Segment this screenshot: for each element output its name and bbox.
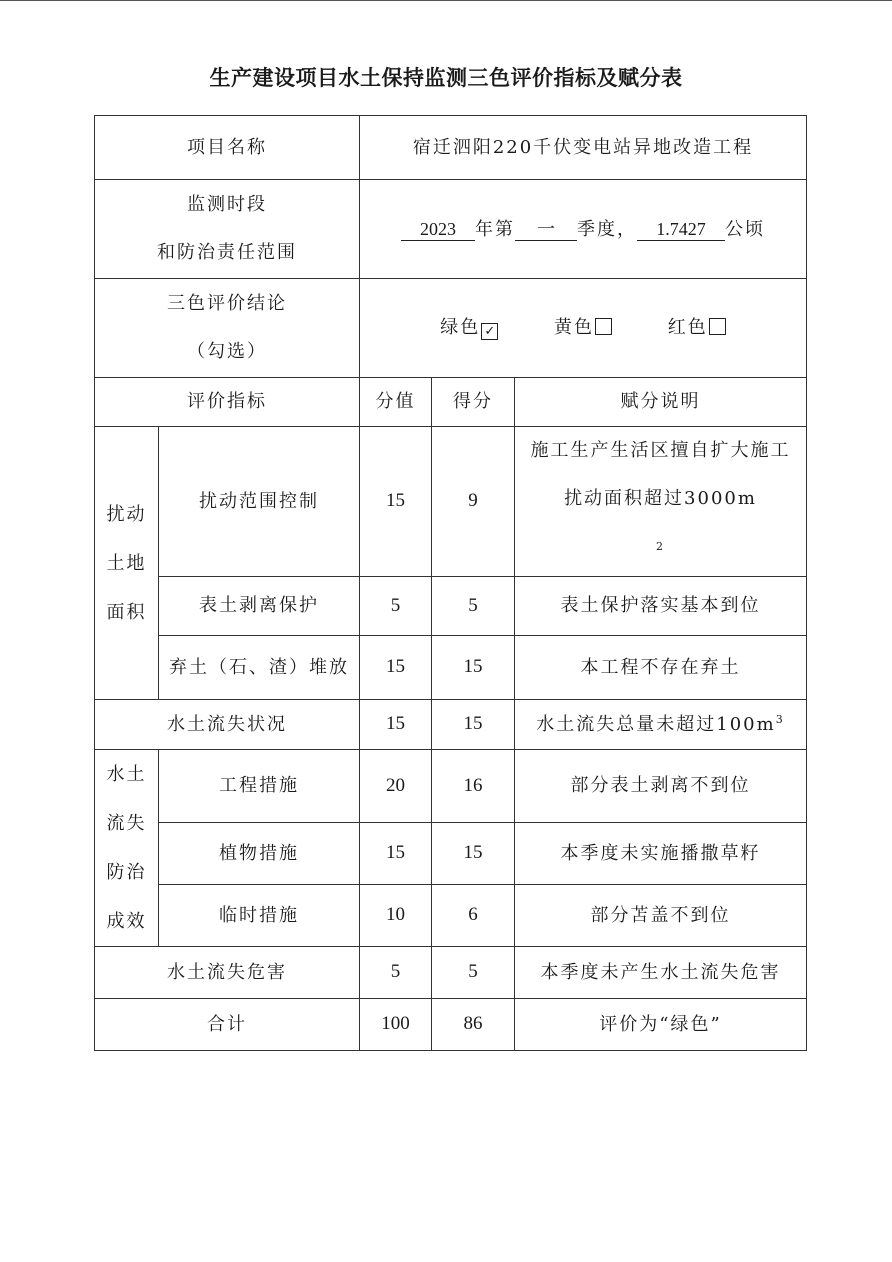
table-row	[95, 577, 807, 636]
score: 6	[432, 884, 515, 946]
empty-box-icon[interactable]	[595, 318, 612, 335]
project-label: 项目名称	[95, 116, 360, 180]
choice-yellow-label: 黄色	[554, 316, 594, 338]
indicator-name: 扰动范围控制	[159, 427, 360, 577]
total-description: 评价为“绿色”	[515, 999, 807, 1051]
header-indicator: 评价指标	[95, 378, 360, 427]
score-description	[515, 427, 807, 577]
table-row	[95, 427, 807, 577]
evaluation-table	[94, 115, 807, 1051]
description-line1: 施工生产生活区擅自扩大施工	[530, 440, 791, 461]
group1-label-line: 土地	[106, 552, 147, 574]
header-row	[95, 378, 807, 427]
period-quarter: 一	[515, 218, 577, 241]
conclusion-row	[95, 279, 807, 378]
period-value	[360, 180, 807, 279]
score-description: 部分苫盖不到位	[515, 884, 807, 946]
header-score: 得分	[432, 378, 515, 427]
indicator-name: 水土流失状况	[95, 700, 360, 750]
score-description: 本季度未实施播撒草籽	[515, 823, 807, 884]
full-score: 5	[360, 577, 432, 636]
period-label-line1: 监测时段	[187, 194, 267, 215]
group1-label-line: 面积	[106, 601, 147, 623]
group2-label-line: 水土	[106, 764, 147, 785]
period-year-suffix: 年第	[475, 218, 515, 240]
score: 9	[432, 427, 515, 577]
full-score: 15	[360, 823, 432, 884]
document-title: 生产建设项目水土保持监测三色评价指标及赋分表	[209, 66, 683, 90]
indicator-name: 水土流失危害	[95, 947, 360, 999]
period-label	[95, 180, 360, 279]
period-quarter-suffix: 季度，	[577, 218, 637, 240]
total-row	[95, 999, 807, 1051]
group2-label-line: 流失	[106, 813, 147, 834]
score-description: 表土保护落实基本到位	[515, 577, 807, 636]
empty-box-icon[interactable]	[709, 318, 726, 335]
choice-green[interactable]	[440, 317, 498, 340]
superscript: 2	[656, 540, 665, 553]
indicator-name: 临时措施	[159, 884, 360, 946]
group2-label-line: 防治	[106, 862, 147, 883]
indicator-name: 工程措施	[159, 750, 360, 823]
full-score: 15	[360, 636, 432, 700]
score-description	[515, 700, 807, 750]
group1-label-line: 扰动	[106, 503, 147, 525]
period-year: 2023	[401, 218, 475, 241]
score: 16	[432, 750, 515, 823]
choice-red[interactable]	[668, 317, 726, 339]
indicator-name: 植物措施	[159, 823, 360, 884]
table-row	[95, 947, 807, 999]
period-area-unit: 公顷	[725, 218, 765, 240]
score: 15	[432, 636, 515, 700]
choice-red-label: 红色	[667, 316, 708, 338]
description-line2-text: 扰动面积超过3000m	[564, 488, 757, 509]
group2-label-line: 成效	[106, 911, 147, 932]
header-full-score: 分值	[360, 378, 432, 427]
table-row	[95, 884, 807, 946]
group1-label	[95, 427, 159, 700]
table-row	[95, 700, 807, 750]
score-description: 本工程不存在弃土	[515, 636, 807, 700]
score: 15	[432, 823, 515, 884]
description-text: 水土流失总量未超过100m	[536, 714, 776, 736]
score: 5	[432, 577, 515, 636]
score-description: 部分表土剥离不到位	[515, 750, 807, 823]
period-label-line2: 和防治责任范围	[157, 242, 297, 263]
choice-yellow[interactable]	[554, 317, 612, 339]
superscript: 3	[775, 713, 785, 727]
period-area: 1.7427	[637, 218, 725, 241]
total-label: 合计	[95, 999, 360, 1051]
conclusion-choices	[360, 279, 807, 378]
conclusion-label-line2: （勾选）	[187, 341, 267, 362]
period-row	[95, 180, 807, 279]
description-line2	[515, 475, 806, 576]
header-description: 赋分说明	[515, 378, 807, 427]
table-row	[95, 823, 807, 884]
total-score: 86	[432, 999, 515, 1051]
score: 15	[432, 700, 515, 750]
project-row	[95, 116, 807, 180]
total-full-score: 100	[360, 999, 432, 1051]
score: 5	[432, 947, 515, 999]
choice-green-label: 绿色	[440, 316, 481, 338]
conclusion-label	[95, 279, 360, 378]
full-score: 5	[360, 947, 432, 999]
score-description: 本季度未产生水土流失危害	[515, 947, 807, 999]
table-row	[95, 636, 807, 700]
conclusion-label-line1: 三色评价结论	[167, 293, 287, 314]
full-score: 20	[360, 750, 432, 823]
project-name: 宿迁泗阳220千伏变电站异地改造工程	[360, 116, 807, 180]
full-score: 15	[360, 700, 432, 750]
group2-label	[95, 750, 159, 947]
full-score: 15	[360, 427, 432, 577]
page-top-border	[0, 0, 892, 1]
indicator-name: 弃土（石、渣）堆放	[159, 636, 360, 700]
checked-box-icon[interactable]: ✓	[481, 323, 498, 340]
indicator-name: 表土剥离保护	[159, 577, 360, 636]
table-row	[95, 750, 807, 823]
full-score: 10	[360, 884, 432, 946]
